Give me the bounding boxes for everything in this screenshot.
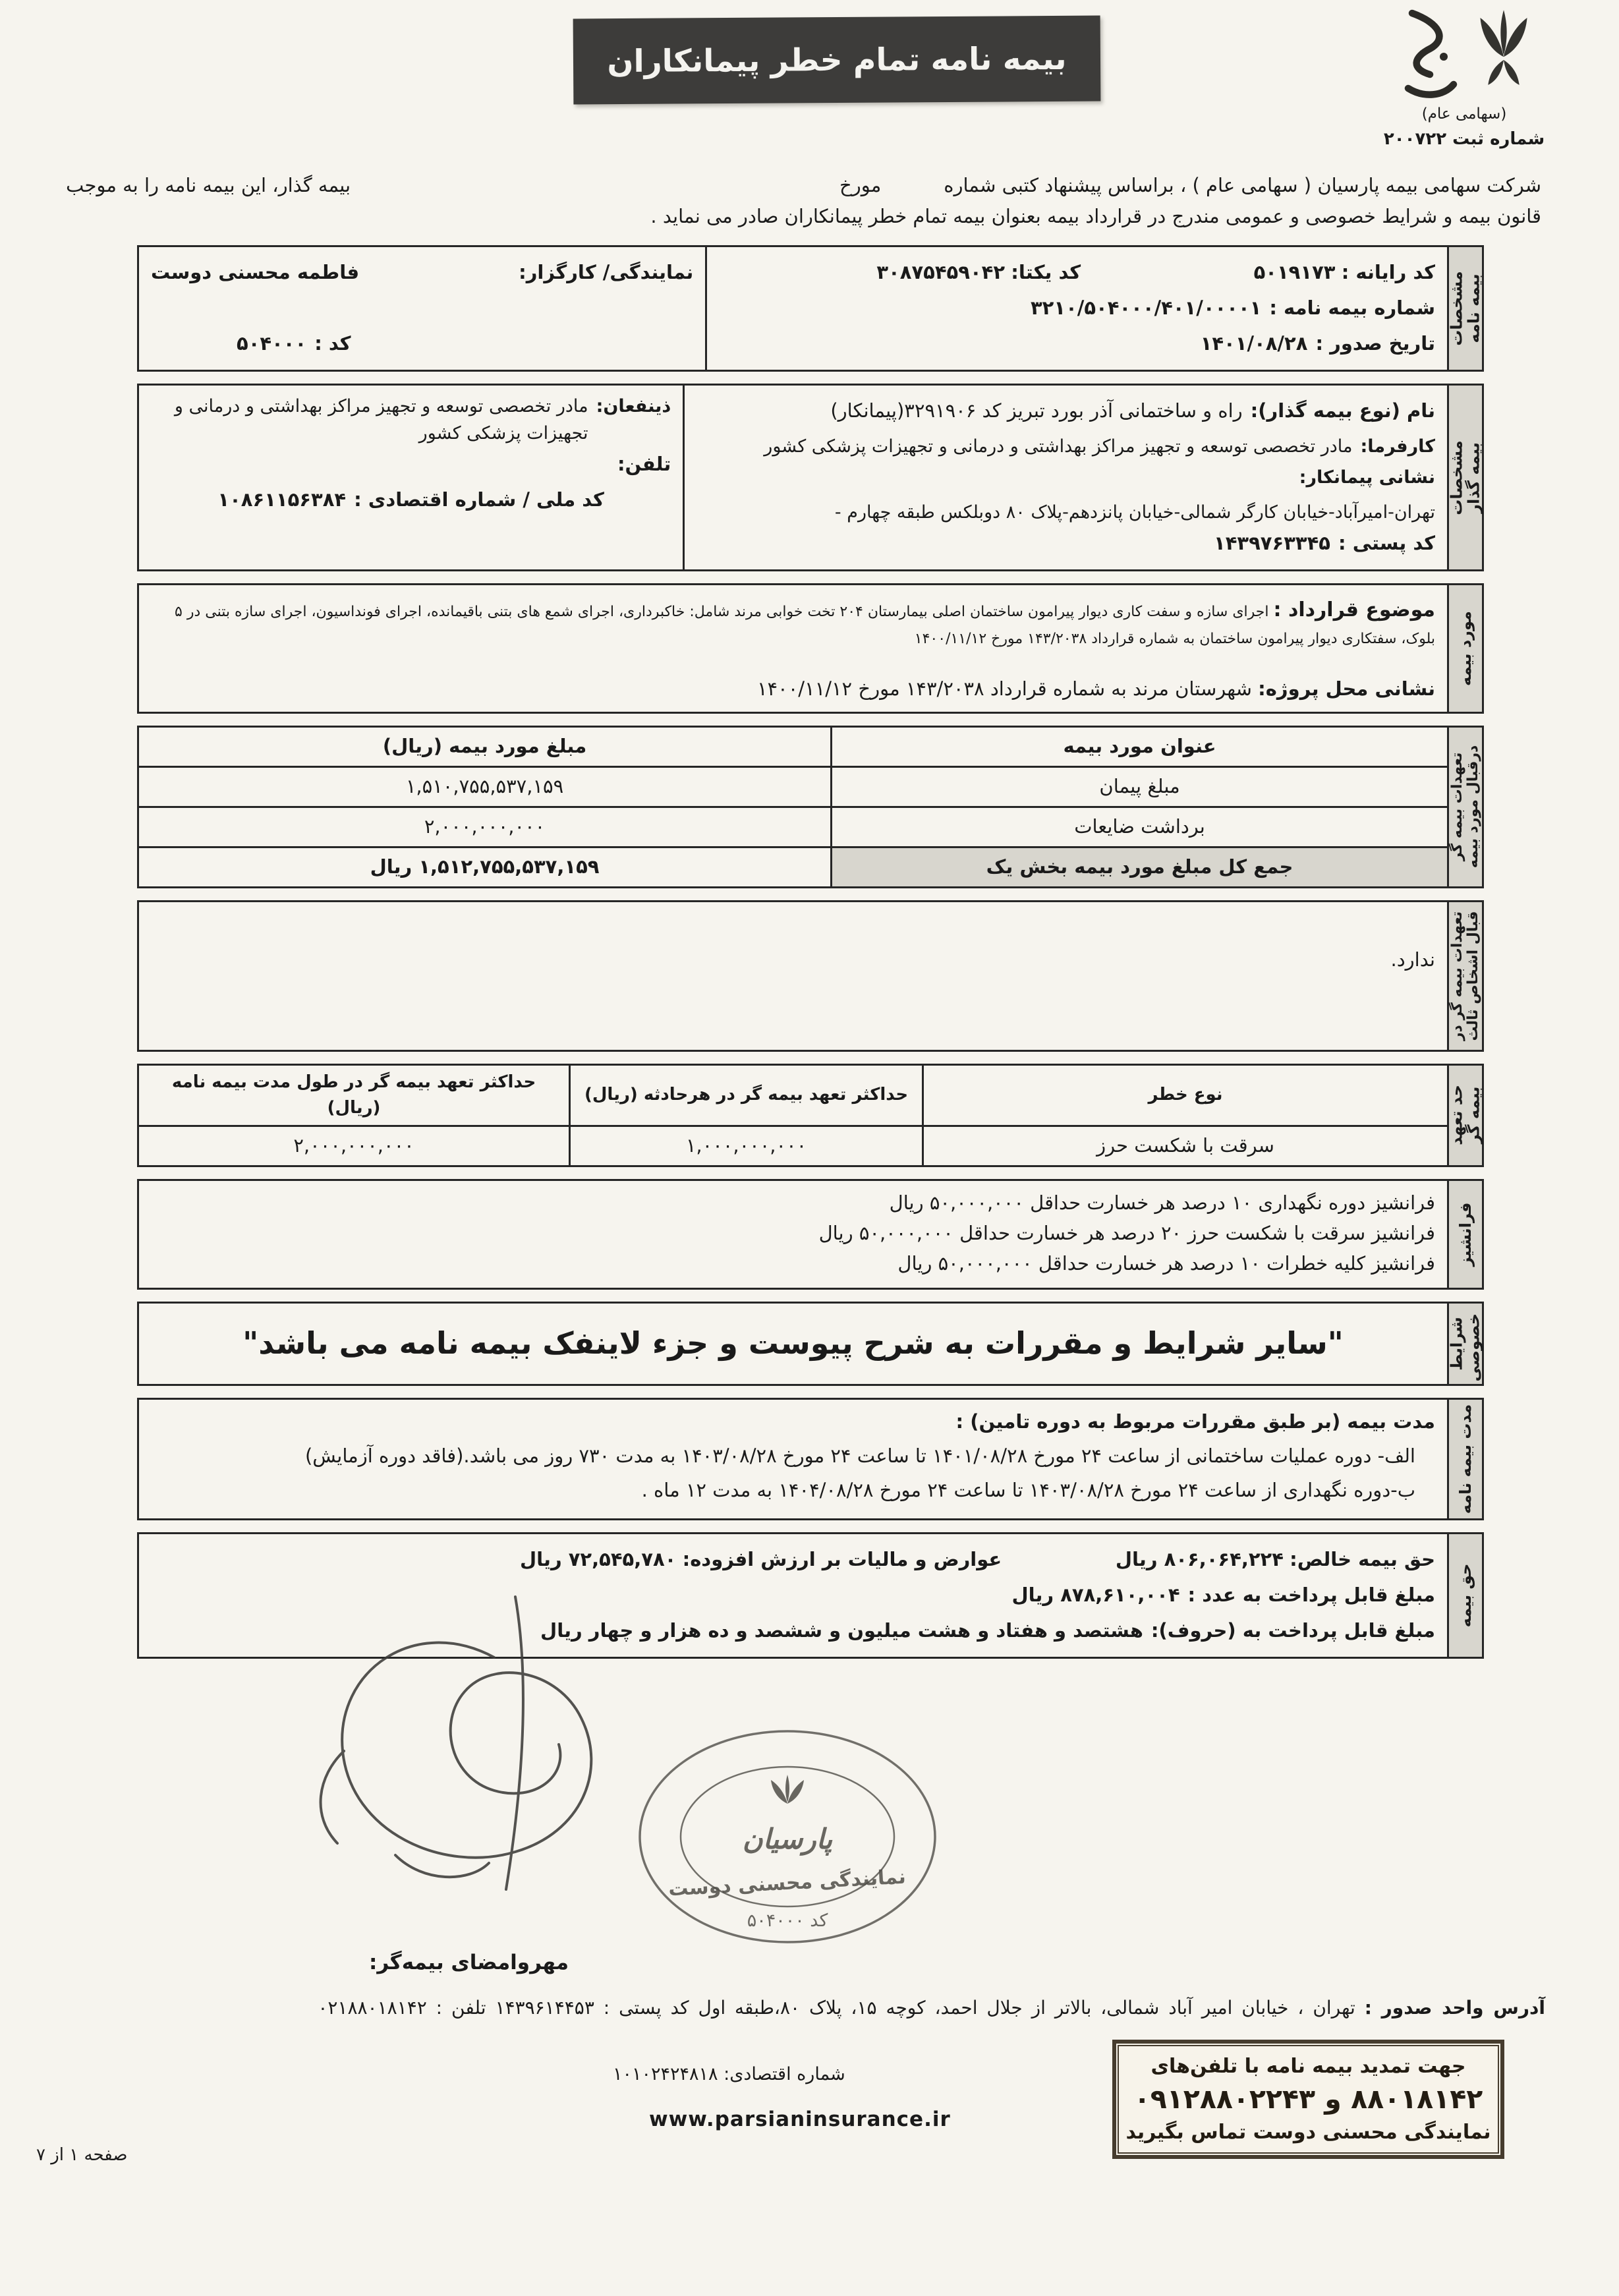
obligations-col-amount: مبلغ مورد بیمه (ریال): [139, 728, 832, 766]
renewal-notice-box: [1112, 2040, 1504, 2159]
contract-subject-text: اجرای سازه و سفت کاری دیوار پیرامون ساختمان اصلی بیمارستان ۲۰۴ تخت خوابی مرند شامل: خاکبرداری، اجرای شمع های بتنی باقیمانده، اجرای فونداسیون، اجرای سازه بتنی در ۵ بلوک، سفتکاری دیوار پیرامون ساختمان به شماره قرارداد ۱۴۳/۲۰۳۸ مورخ ۱۴۰۰/۱۱/۱۲: [175, 604, 1435, 647]
economic-number-line: [613, 2064, 845, 2084]
contract-subject-label: موضوع قرارداد :: [1273, 598, 1435, 621]
payable-words-label: مبلغ قابل پرداخت به (حروف):: [1150, 1619, 1435, 1642]
net-premium-label: حق بیمه خالص:: [1290, 1548, 1435, 1571]
franchise-line: فرانشیز دوره نگهداری ۱۰ درصد هر خسارت حداقل ۵۰,۰۰۰,۰۰۰ ریال: [889, 1191, 1435, 1214]
policy-number-value: ۳۲۱۰/۵۰۴۰۰۰/۴۰۱/۰۰۰۰۱: [1030, 297, 1262, 320]
franchise-line: فرانشیز سرقت با شکست حرز ۲۰ درصد هر خسارت حداقل ۵۰,۰۰۰,۰۰۰ ریال: [818, 1221, 1435, 1244]
obligations-total-amount: ۱,۵۱۲,۷۵۵,۵۳۷,۱۵۹ ریال: [139, 848, 832, 886]
national-id-value: ۱۰۸۶۱۱۵۶۳۸۴: [217, 488, 347, 511]
tax-label: عوارض و مالیات بر ارزش افزوده:: [682, 1548, 1002, 1571]
insured-name-label: نام (نوع بیمه گذار):: [1250, 399, 1435, 422]
parsian-tulip-icon: [1464, 5, 1543, 90]
obligations-total-row: [139, 846, 1447, 886]
special-conditions-strip: [1447, 1302, 1484, 1386]
stamp-brand-text: پارسیان: [742, 1823, 833, 1855]
agent-code-value: ۵۰۴۰۰۰: [237, 332, 307, 355]
project-location-value: شهرستان مرند به شماره قرارداد ۱۴۳/۲۰۳۸ مورخ ۱۴۰۰/۱۱/۱۲: [756, 677, 1252, 701]
table-row: [139, 766, 1447, 806]
logo-block: [1346, 5, 1583, 149]
liability-total: ۲,۰۰۰,۰۰۰,۰۰۰: [139, 1127, 571, 1165]
duration-line-b: ب-دوره نگهداری از ساعت ۲۴ مورخ ۱۴۰۳/۰۸/۲۸ تا ساعت ۲۴ مورخ ۱۴۰۴/۰۸/۲۸ به مدت ۱۲ ماه .: [641, 1478, 1415, 1501]
economic-number-label: شماره اقتصادی:: [724, 2064, 845, 2084]
duration-line-a: الف- دوره عملیات ساختمانی از ساعت ۲۴ مورخ ۱۴۰۱/۰۸/۲۸ تا ساعت ۲۴ مورخ ۱۴۰۳/۰۸/۲۸ به مدت ۷۳۰ روز می باشد.(فاقد دوره آزمایش): [304, 1444, 1415, 1467]
subject-side-label: مورد بیمه: [1456, 611, 1475, 686]
contract-subject-line: [151, 593, 1435, 651]
policy-specs-main: [705, 247, 1447, 370]
stamp-agency-text: نمایندگی محسنی دوست: [667, 1865, 907, 1901]
address-value: تهران ، خیابان امیر آباد شمالی، بالاتر از جلال احمد، کوچه ۱۵، پلاک ۸۰،طبقه اول کد پستی : ۱۴۳۹۶۱۴۴۵۳ تلفن : ۰۲۱۸۸۰۱۸۱۴۲: [318, 1997, 1355, 2019]
registration-number: شماره ثبت ۲۰۰۷۲۲: [1383, 129, 1545, 149]
premium-side-label: حق بیمه: [1456, 1563, 1475, 1628]
intro-paragraph: [66, 170, 1541, 232]
obligation-title: برداشت ضایعات: [1074, 815, 1205, 838]
signature-scribble: [297, 1578, 646, 1908]
agent-label: نمایندگی/ کارگزار:: [519, 261, 694, 284]
liability-limit-strip: [1447, 1064, 1484, 1167]
obligations-header-row: [139, 728, 1447, 766]
obligation-amount: ۱,۵۱۰,۷۵۵,۵۳۷,۱۵۹: [139, 768, 832, 806]
insurer-obligations-strip: [1447, 726, 1484, 888]
page-number: صفحه ۱ از ۷: [36, 2145, 128, 2165]
liability-col-per-event: حداکثر تعهد بیمه گر در هرحادثه (ریال): [571, 1066, 924, 1125]
parsian-calligraphy-icon: [1400, 5, 1460, 104]
third-party-text: ندارد.: [1390, 948, 1435, 971]
third-party-strip: [1447, 900, 1484, 1052]
intro-part1: شرکت سهامی بیمه پارسیان ( سهامی عام ) ، براساس پیشنهاد کتبی شماره: [944, 174, 1541, 196]
insured-specs-side-label: مشخصات بیمه گذار: [1447, 440, 1483, 515]
postal-code-label: کد پستی :: [1338, 532, 1435, 555]
national-id-label: کد ملی / شماره اقتصادی :: [354, 488, 604, 511]
special-conditions-text: "سایر شرایط و مقررات به شرح پیوست و جزء لاینفک بیمه نامه می باشد": [242, 1325, 1344, 1362]
obligations-col-title: عنوان مورد بیمه: [1063, 735, 1216, 758]
seal-signature-label: مهروامضای بیمه‌گر:: [369, 1951, 569, 1974]
payable-words-value: هشتصد و هفتاد و هشت میلیون و ششصد و ده هزار و چهار ریال: [540, 1619, 1143, 1642]
policy-specs-strip: [1447, 245, 1484, 372]
liability-per-event: ۱,۰۰۰,۰۰۰,۰۰۰: [571, 1127, 924, 1165]
section-subject: [137, 583, 1484, 714]
premium-strip: [1447, 1532, 1484, 1659]
issuing-unit-address: [74, 1997, 1545, 2019]
project-location-line: [151, 675, 1435, 704]
policy-specs-side-label: مشخصات بیمه نامه: [1447, 271, 1483, 346]
company-type: (سهامی عام): [1421, 105, 1507, 123]
section-insurer-obligations: [137, 726, 1484, 888]
franchise-side-label: فرانشیز: [1456, 1202, 1475, 1267]
renewal-line1: جهت تمدید بیمه نامه با تلفن‌های: [1150, 2055, 1466, 2078]
section-special-conditions: [137, 1302, 1484, 1386]
project-location-label: نشانی محل پروژه:: [1258, 677, 1435, 701]
beneficiary-value: مادر تخصصی توسعه و تجهیز مراکز بهداشتی و درمانی و تجهیزات پزشکی کشور: [174, 396, 588, 444]
beneficiary-label: ذینفعان:: [596, 396, 671, 416]
contractor-address-value: تهران-امیرآباد-خیابان کارگر شمالی-خیابان پانزدهم-پلاک ۸۰ دوبلکس طبقه چهارم -: [834, 502, 1435, 523]
liability-limit-side-label: حد تعهد بیمه گر: [1447, 1085, 1483, 1146]
address-label: آدرس واحد صدور :: [1364, 1997, 1545, 2019]
obligation-amount: ۲,۰۰۰,۰۰۰,۰۰۰: [139, 808, 832, 846]
issue-date-label: تاریخ صدور :: [1315, 332, 1435, 355]
beneficiary-box: [139, 386, 683, 569]
phone-label: تلفن:: [617, 453, 671, 476]
section-franchise: [137, 1179, 1484, 1290]
franchise-line: فرانشیز کلیه خطرات ۱۰ درصد هر خسارت حداقل ۵۰,۰۰۰,۰۰۰ ریال: [897, 1251, 1435, 1275]
table-row: [139, 806, 1447, 846]
employer-label: کارفرما:: [1360, 436, 1435, 457]
policy-number-label: شماره بیمه نامه :: [1269, 297, 1435, 320]
section-policy-specs: [137, 245, 1484, 372]
title-banner: [573, 16, 1101, 105]
section-liability-limit: [137, 1064, 1484, 1167]
duration-intro: مدت بیمه (بر طبق مقررات مربوط به دوره تامین) :: [955, 1410, 1435, 1433]
intro-line2: قانون بیمه و شرایط خصوصی و عمومی مندرج در قرارداد بیمه بعنوان بیمه تمام خطر پیمانکاران صادر می نماید .: [650, 205, 1541, 227]
intro-part3: بیمه گذار، این بیمه نامه را به موجب: [66, 174, 351, 196]
tax-value: ۷۲,۵۴۵,۷۸۰ ریال: [520, 1548, 677, 1571]
agent-code-label: کد :: [314, 332, 351, 355]
computer-code-label: کد رایانه :: [1341, 261, 1435, 284]
table-row: [139, 1125, 1447, 1165]
agency-stamp: [633, 1723, 942, 1954]
duration-strip: [1447, 1398, 1484, 1520]
renewal-line3: نمایندگی محسنی دوست تماس بگیرید: [1125, 2121, 1491, 2144]
unique-code-value: ۳۰۸۷۵۴۵۹۰۴۲: [876, 261, 1006, 284]
section-third-party: [137, 900, 1484, 1052]
insured-specs-strip: [1447, 384, 1484, 571]
document-title: بیمه نامه تمام خطر پیمانکاران: [607, 40, 1067, 80]
issue-date-value: ۱۴۰۱/۰۸/۲۸: [1200, 332, 1308, 355]
liability-header-row: [139, 1066, 1447, 1125]
insured-main: [683, 386, 1447, 569]
agent-name: فاطمه محسنی دوست: [151, 261, 360, 284]
postal-code-value: ۱۴۳۹۷۶۳۳۴۵: [1214, 532, 1331, 555]
third-party-side-label: تعهدات بیمه گر در قبال اشخاص ثالث: [1448, 911, 1481, 1041]
employer-value: مادر تخصصی توسعه و تجهیز مراکز بهداشتی و درمانی و تجهیزات پزشکی کشور: [764, 436, 1353, 457]
agent-box: [139, 247, 705, 370]
obligations-total-label: جمع کل مبلغ مورد بیمه بخش یک: [832, 848, 1447, 886]
liability-col-total: حداکثر تعهد بیمه گر در طول مدت بیمه نامه (ریال): [139, 1066, 571, 1125]
net-premium-value: ۸۰۶,۰۶۴,۲۲۴ ریال: [1115, 1548, 1284, 1571]
obligation-title: مبلغ پیمان: [1099, 775, 1180, 798]
section-duration: [137, 1398, 1484, 1520]
insured-name-value: راه و ساختمانی آذر بورد تبریز کد ۳۲۹۱۹۰۶(پیمانکار): [830, 399, 1243, 422]
intro-date-word: مورخ: [839, 174, 882, 196]
subject-strip: [1447, 583, 1484, 714]
insurer-obligations-side-label: تعهدات بیمه گر درقبال مورد بیمه: [1448, 745, 1481, 869]
economic-number-value: ۱۰۱۰۲۴۲۴۸۱۸: [613, 2064, 718, 2084]
franchise-strip: [1447, 1179, 1484, 1290]
payable-number-label: مبلغ قابل پرداخت به عدد :: [1187, 1584, 1435, 1607]
sections-column: [137, 245, 1484, 1659]
liability-risk: سرقت با شکست حرز: [1096, 1134, 1274, 1157]
renewal-phones: ۸۸۰۱۸۱۴۲ و ۰۹۱۲۸۸۰۲۲۴۳: [1133, 2083, 1483, 2115]
computer-code-value: ۵۰۱۹۱۷۳: [1253, 261, 1336, 284]
liability-col-risk: نوع خطر: [1148, 1085, 1223, 1105]
stamp-code-text: کد ۵۰۴۰۰۰: [747, 1910, 828, 1931]
contractor-address-label: نشانی پیمانکار:: [1299, 467, 1435, 488]
special-conditions-side-label: شرایط خصوصی: [1447, 1313, 1483, 1382]
section-insured-specs: [137, 384, 1484, 571]
duration-side-label: مدت بیمه نامه: [1456, 1404, 1475, 1514]
website-link: www.parsianinsurance.ir: [649, 2108, 951, 2131]
unique-code-label: کد یکتا:: [1011, 261, 1081, 284]
payable-number-value: ۸۷۸,۶۱۰,۰۰۴ ریال: [1011, 1584, 1180, 1607]
